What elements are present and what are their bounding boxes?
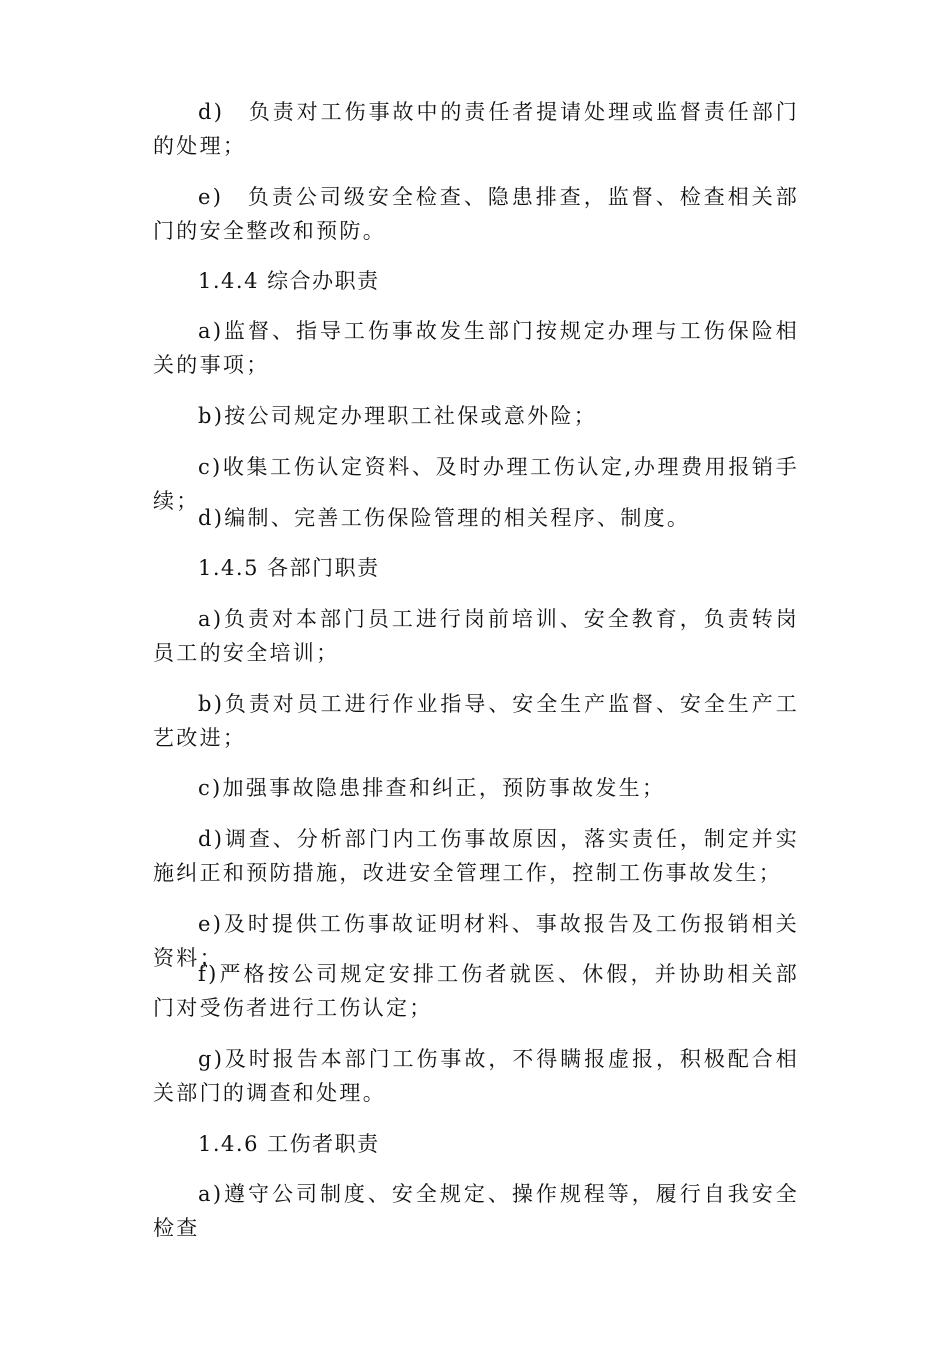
paragraph-c-hazard-inspection: c)加强事故隐患排查和纠正，预防事故发生； [198, 776, 666, 800]
paragraph-d-investigate-analyze: d)调查、分析部门内工伤事故原因，落实责任，制定并实施纠正和预防措施，改进安全管理工作，控制工伤事故发生； [153, 827, 799, 885]
section-heading-1-4-4: 1.4.4 综合办职责 [198, 269, 380, 293]
paragraph-a-comply-rules: a)遵守公司制度、安全规定、操作规程等，履行自我安全检查 [153, 1182, 799, 1240]
section-heading-1-4-5: 1.4.5 各部门职责 [198, 556, 380, 580]
paragraph-b-work-guidance: b)负责对员工进行作业指导、安全生产监督、安全生产工艺改进； [153, 692, 799, 750]
paragraph-a-supervise-guide: a)监督、指导工伤事故发生部门按规定办理与工伤保险相关的事项； [153, 319, 799, 377]
paragraph-e-provide-materials: e)及时提供工伤事故证明材料、事故报告及工伤报销相关资料； [153, 912, 799, 970]
paragraph-f-arrange-treatment: f)严格按公司规定安排工伤者就医、休假，并协助相关部门对受伤者进行工伤认定； [153, 962, 799, 1020]
paragraph-g-report-accident: g)及时报告本部门工伤事故，不得瞒报虚报，积极配合相关部门的调查和处理。 [153, 1047, 799, 1105]
paragraph-d-responsible-person: d) 负责对工伤事故中的责任者提请处理或监督责任部门的处理； [153, 100, 799, 158]
paragraph-b-social-insurance: b)按公司规定办理职工社保或意外险； [198, 404, 598, 428]
paragraph-c-collect-materials: c)收集工伤认定资料、及时办理工伤认定,办理费用报销手续； [153, 455, 799, 513]
paragraph-d-compile-procedures: d)编制、完善工伤保险管理的相关程序、制度。 [198, 506, 691, 530]
paragraph-a-pre-job-training: a)负责对本部门员工进行岗前培训、安全教育，负责转岗员工的安全培训； [153, 607, 799, 665]
paragraph-e-safety-inspection: e) 负责公司级安全检查、隐患排查，监督、检查相关部门的安全整改和预防。 [153, 185, 799, 243]
section-heading-1-4-6: 1.4.6 工伤者职责 [198, 1132, 380, 1156]
